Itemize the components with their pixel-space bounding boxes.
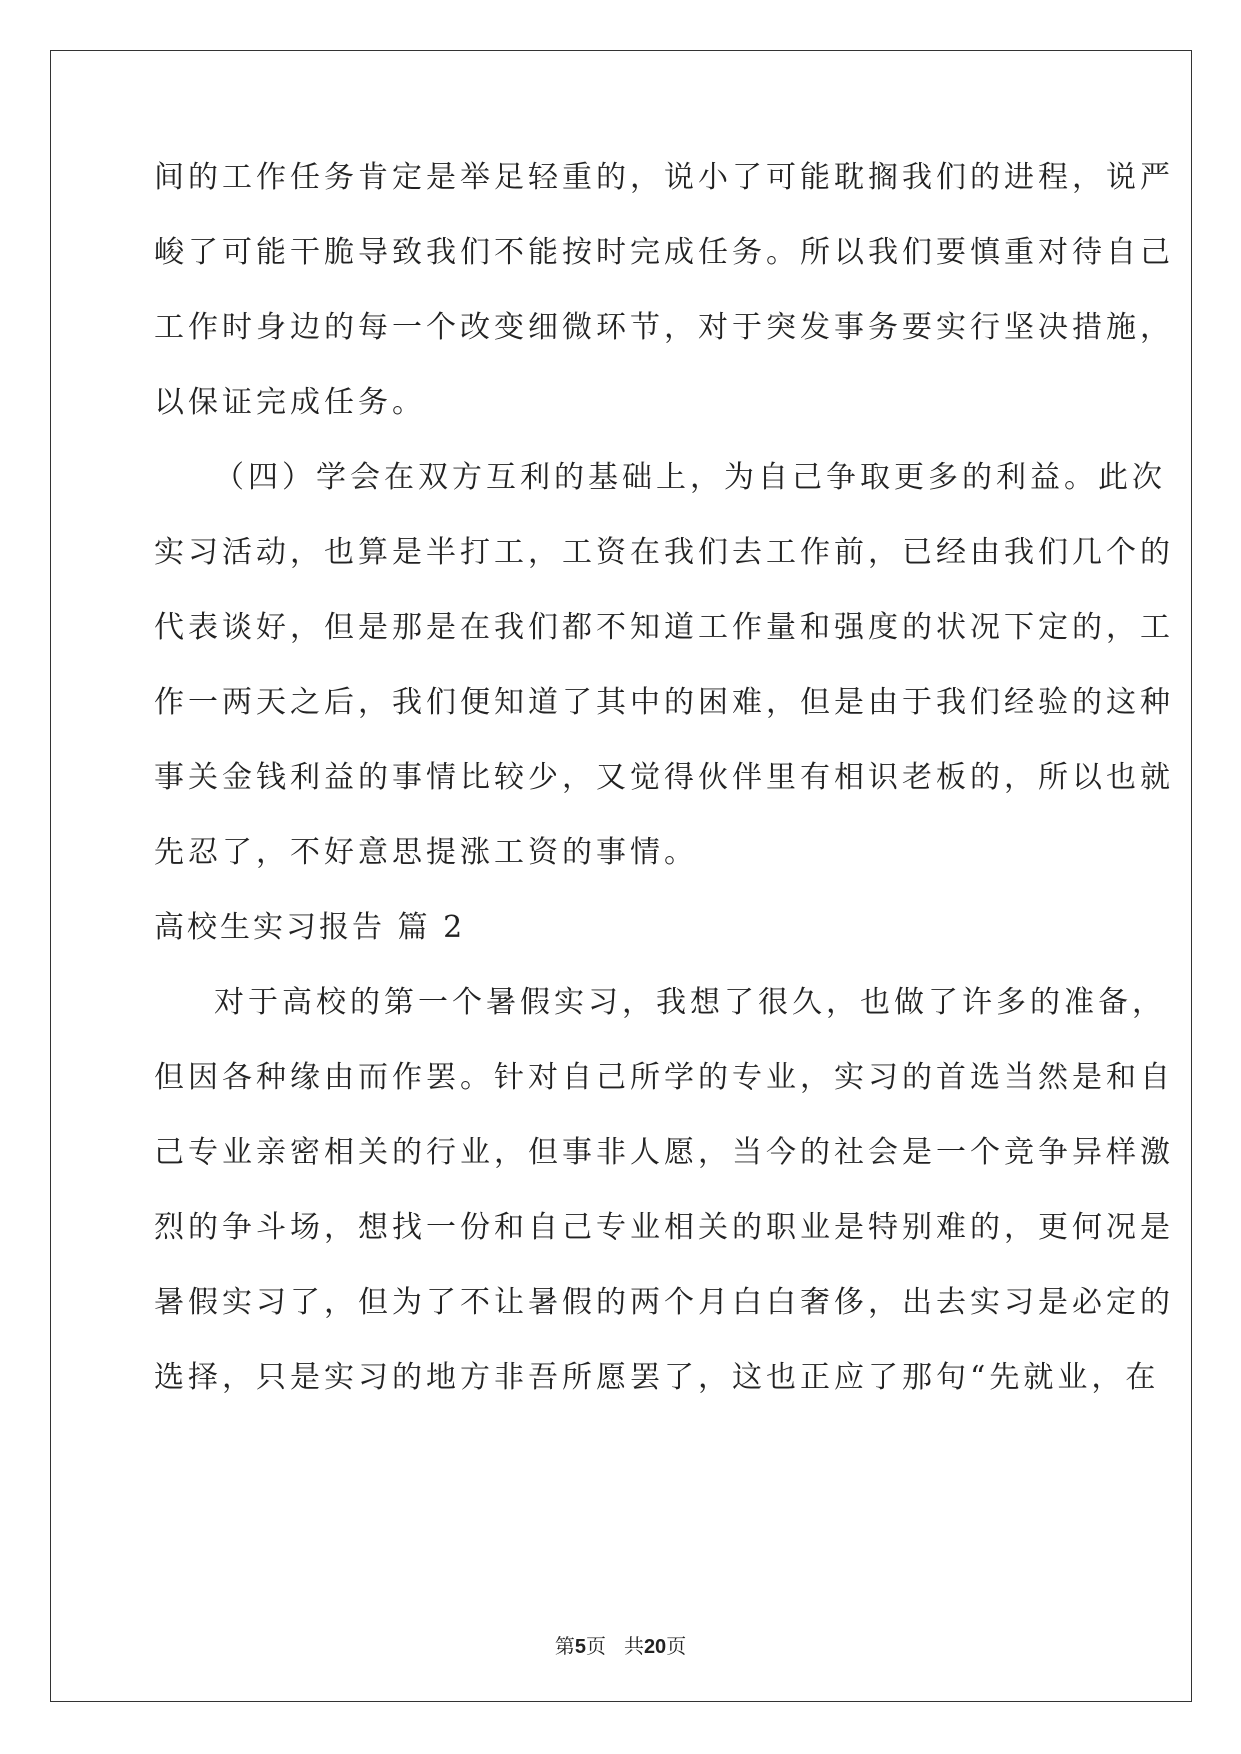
total-suffix: 页	[666, 1634, 687, 1658]
page-prefix: 第	[554, 1634, 575, 1658]
text-line: 工作时身边的每一个改变细微环节，对于突发事务要实行坚决措施，	[154, 310, 1174, 345]
document-body	[154, 158, 1174, 1433]
text-line: 峻了可能干脆导致我们不能按时完成任务。所以我们要慎重对待自己	[154, 235, 1174, 270]
page-suffix: 页	[585, 1634, 606, 1658]
text-line: 己专业亲密相关的行业，但事非人愿，当今的社会是一个竞争异样激	[154, 1135, 1174, 1170]
text-line: 以保证完成任务。	[154, 385, 426, 420]
text-line: 先忍了，不好意思提涨工资的事情。	[154, 835, 698, 870]
text-line: 但因各种缘由而作罢。针对自己所学的专业，实习的首选当然是和自	[154, 1060, 1174, 1095]
text-line: 选择，只是实习的地方非吾所愿罢了，这也正应了那句“先就业，在	[154, 1360, 1160, 1395]
text-line: 烈的争斗场，想找一份和自己专业相关的职业是特别难的，更何况是	[154, 1210, 1174, 1245]
text-line: 对于高校的第一个暑假实习，我想了很久，也做了许多的准备，	[214, 985, 1166, 1020]
text-line: 实习活动，也算是半打工，工资在我们去工作前，已经由我们几个的	[154, 535, 1174, 570]
text-line: 作一两天之后，我们便知道了其中的困难，但是由于我们经验的这种	[154, 685, 1174, 720]
text-line: 间的工作任务肯定是举足轻重的，说小了可能耽搁我们的进程，说严	[154, 160, 1174, 195]
text-line: 代表谈好，但是那是在我们都不知道工作量和强度的状况下定的，工	[154, 610, 1174, 645]
text-line: 事关金钱利益的事情比较少，又觉得伙伴里有相识老板的，所以也就	[154, 760, 1174, 795]
text-line: （四）学会在双方互利的基础上，为自己争取更多的利益。此次	[214, 460, 1166, 495]
section-heading: 高校生实习报告 篇 2	[154, 910, 466, 945]
text-line: 暑假实习了，但为了不让暑假的两个月白白奢侈，出去实习是必定的	[154, 1285, 1174, 1320]
total-pages: 20	[643, 1636, 667, 1658]
page-number: 5	[574, 1636, 586, 1658]
page-footer	[0, 1634, 1241, 1659]
total-prefix: 共	[623, 1634, 644, 1658]
